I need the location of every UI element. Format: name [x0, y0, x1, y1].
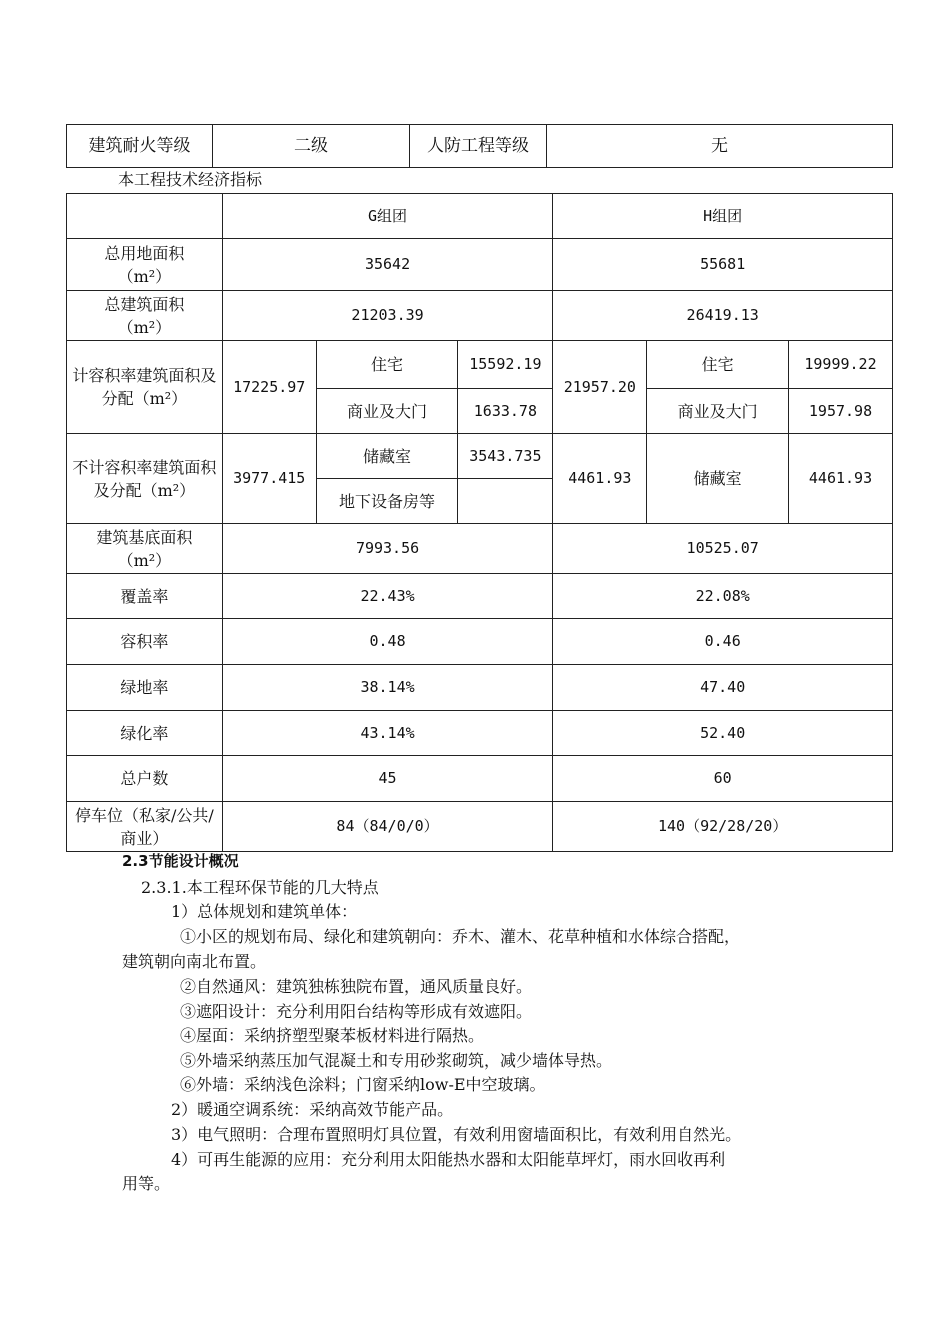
nonfar-g-total: 3977.415 — [222, 434, 316, 524]
far-h-residence: 19999.22 — [789, 341, 893, 389]
parking-label: 停车位（私家/公共/商业） — [67, 802, 223, 852]
land-area-label: 总用地面积 （m²） — [67, 239, 223, 291]
far-g-total: 17225.97 — [222, 341, 316, 434]
header-h-group: H组团 — [553, 194, 893, 239]
table-row — [67, 291, 893, 341]
technical-economic-table — [66, 193, 893, 852]
land-area-h: 55681 — [553, 239, 893, 291]
fire-rating-table — [66, 124, 893, 168]
base-area-g: 7993.56 — [222, 524, 553, 574]
green-land-h: 47.40 — [553, 665, 893, 711]
building-area-label: 总建筑面积 （m²） — [67, 291, 223, 341]
far-h-total: 21957.20 — [553, 341, 647, 434]
building-area-h: 26419.13 — [553, 291, 893, 341]
paragraph-item2: 2）暖通空调系统：采纳高效节能产品。 — [171, 1100, 454, 1119]
table-row — [67, 756, 893, 802]
parking-g: 84（84/0/0） — [222, 802, 553, 852]
nonfar-g-equipment-label: 地下设备房等 — [316, 479, 458, 524]
table-row — [67, 239, 893, 291]
households-label: 总户数 — [67, 756, 223, 802]
header-g-group: G组团 — [222, 194, 553, 239]
base-area-label: 建筑基底面积 （m²） — [67, 524, 223, 574]
subsection-title: 2.3.1.本工程环保节能的几大特点 — [141, 878, 379, 897]
section-heading: 2.3节能设计概况 — [122, 852, 239, 870]
far-g-residence: 15592.19 — [458, 341, 553, 389]
table-row — [67, 341, 893, 389]
far-g-residence-label: 住宅 — [316, 341, 458, 389]
table-row — [67, 665, 893, 711]
paragraph-p3: ③遮阳设计：充分利用阳台结构等形成有效遮阳。 — [180, 1002, 533, 1021]
plot-ratio-g: 0.48 — [222, 619, 553, 665]
coverage-g: 22.43% — [222, 574, 553, 619]
nonfar-h-storage: 4461.93 — [789, 434, 893, 524]
far-h-residence-label: 住宅 — [647, 341, 789, 389]
nonfar-g-equipment-value — [458, 479, 553, 524]
table-row — [67, 434, 893, 479]
nonfar-area-label: 不计容积率建筑面积及分配（m²） — [67, 434, 223, 524]
table-row — [67, 574, 893, 619]
table-row — [67, 802, 893, 852]
paragraph-p1-line2: 建筑朝向南北布置。 — [122, 952, 267, 971]
base-area-h: 10525.07 — [553, 524, 893, 574]
nonfar-g-storage: 3543.735 — [458, 434, 553, 479]
fire-rating-value: 二级 — [213, 125, 410, 168]
table-row — [67, 524, 893, 574]
far-g-commercial: 1633.78 — [458, 389, 553, 434]
far-h-commercial-label: 商业及大门 — [647, 389, 789, 434]
fire-rating-label: 建筑耐火等级 — [67, 125, 213, 168]
paragraph-item3: 3）电气照明：合理布置照明灯具位置，有效利用窗墙面积比，有效利用自然光。 — [171, 1125, 742, 1144]
greening-label: 绿化率 — [67, 711, 223, 756]
nonfar-g-storage-label: 储藏室 — [316, 434, 458, 479]
coverage-label: 覆盖率 — [67, 574, 223, 619]
paragraph-item1: 1）总体规划和建筑单体： — [171, 902, 358, 921]
paragraph-p5: ⑤外墙采纳蒸压加气混凝土和专用砂浆砌筑，减少墙体导热。 — [180, 1051, 613, 1070]
paragraph-p6: ⑥外墙：采纳浅色涂料；门窗采纳low-E中空玻璃。 — [180, 1075, 546, 1094]
header-empty-cell — [67, 194, 223, 239]
far-area-label: 计容积率建筑面积及分配（m²） — [67, 341, 223, 434]
paragraph-item4-line1: 4）可再生能源的应用：充分利用太阳能热水器和太阳能草坪灯，雨水回收再利 — [171, 1150, 726, 1169]
table-row — [67, 619, 893, 665]
paragraph-item4-line2: 用等。 — [122, 1174, 171, 1193]
nonfar-h-storage-label: 储藏室 — [647, 434, 789, 524]
land-area-g: 35642 — [222, 239, 553, 291]
far-g-commercial-label: 商业及大门 — [316, 389, 458, 434]
greening-g: 43.14% — [222, 711, 553, 756]
table-row — [67, 711, 893, 756]
coverage-h: 22.08% — [553, 574, 893, 619]
greening-h: 52.40 — [553, 711, 893, 756]
paragraph-p1-line1: ①小区的规划布局、绿化和建筑朝向：乔木、灌木、花草种植和水体综合搭配， — [180, 927, 741, 946]
nonfar-h-total: 4461.93 — [553, 434, 647, 524]
building-area-g: 21203.39 — [222, 291, 553, 341]
far-h-commercial: 1957.98 — [789, 389, 893, 434]
green-land-label: 绿地率 — [67, 665, 223, 711]
table-header-row — [67, 194, 893, 239]
paragraph-p4: ④屋面：采纳挤塑型聚苯板材料进行隔热。 — [180, 1026, 485, 1045]
households-g: 45 — [222, 756, 553, 802]
plot-ratio-label: 容积率 — [67, 619, 223, 665]
table-caption: 本工程技术经济指标 — [118, 170, 263, 189]
plot-ratio-h: 0.46 — [553, 619, 893, 665]
civil-defense-value: 无 — [547, 125, 893, 168]
paragraph-p2: ②自然通风：建筑独栋独院布置，通风质量良好。 — [180, 977, 533, 996]
green-land-g: 38.14% — [222, 665, 553, 711]
parking-h: 140（92/28/20） — [553, 802, 893, 852]
households-h: 60 — [553, 756, 893, 802]
civil-defense-label: 人防工程等级 — [410, 125, 547, 168]
table-row — [67, 125, 893, 168]
